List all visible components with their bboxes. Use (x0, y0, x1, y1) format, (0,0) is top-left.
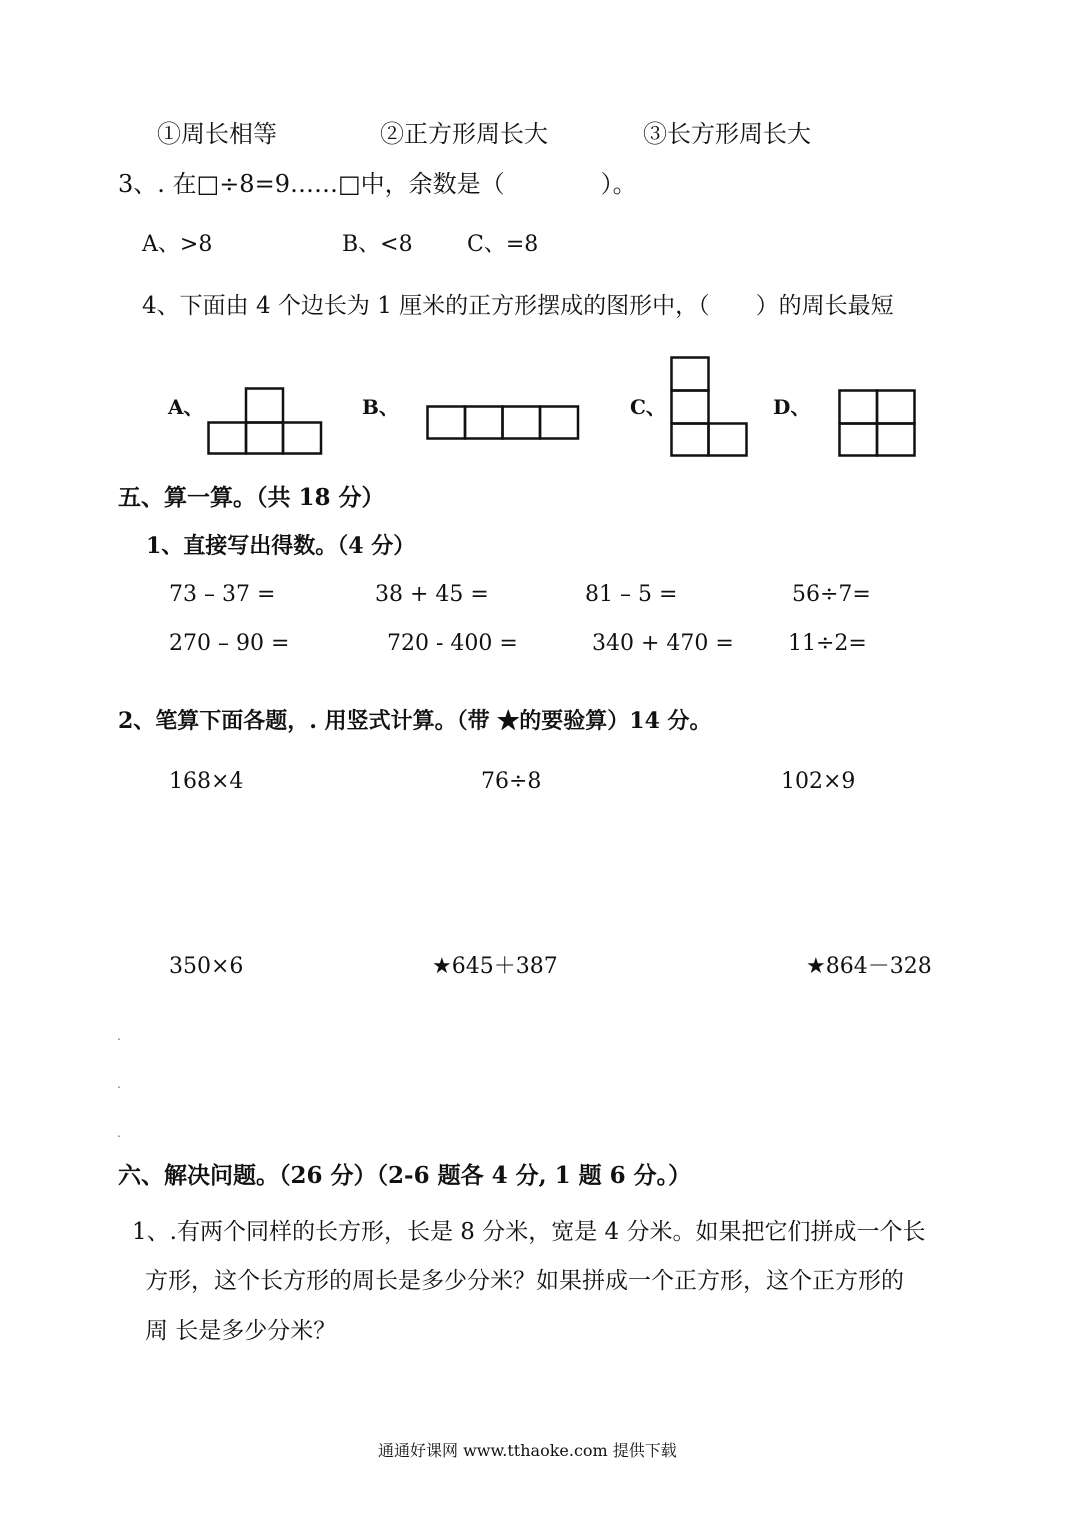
q4-label-b: B、 (362, 395, 399, 419)
section5-part1-title: 1、直接写出得数。（4 分） (146, 533, 416, 559)
q4-figure-a (207, 387, 323, 455)
q4-text: 4、下面由 4 个边长为 1 厘米的正方形摆成的图形中，（ ）的周长最短 (142, 293, 894, 319)
mental-calc-2-3: 340 + 470 = (592, 631, 734, 656)
written-calc-2-3: ★864－328 (806, 954, 932, 979)
q2-option-2: ②正方形周长大 (380, 120, 548, 148)
q3-option-c: C、=8 (467, 232, 539, 257)
section6-q1-line3: 周 长是多少分米？ (145, 1318, 337, 1344)
section5-part2-title: 2、笔算下面各题，. 用竖式计算。（带 ★的要验算）14 分。 (118, 708, 712, 734)
written-calc-1-3: 102×9 (781, 769, 856, 794)
written-calc-1-1: 168×4 (169, 769, 244, 794)
q4-figure-c (670, 356, 750, 458)
mental-calc-2-1: 270 – 90 = (169, 631, 290, 656)
mental-calc-1-4: 56÷7= (792, 582, 871, 607)
written-calc-1-2: 76÷8 (481, 769, 542, 794)
written-calc-2-1: 350×6 (169, 954, 244, 979)
mental-calc-2-4: 11÷2= (788, 631, 867, 656)
q4-label-c: C、 (630, 395, 666, 419)
section6-q1-line2: 方形，这个长方形的周长是多少分米？如果拼成一个正方形，这个正方形的 (145, 1268, 904, 1294)
written-calc-2-2: ★645＋387 (432, 954, 558, 979)
q4-label-a: A、 (168, 395, 204, 419)
q3-option-b: B、<8 (342, 232, 413, 257)
q2-option-3: ③长方形周长大 (643, 120, 811, 148)
scan-dot: . (117, 1077, 121, 1091)
section5-title: 五、算一算。（共 18 分） (118, 484, 385, 511)
mental-calc-1-1: 73 – 37 = (169, 582, 276, 607)
q2-option-1: ①周长相等 (157, 120, 277, 148)
section6-title: 六、解决问题。（26 分）（2-6 题各 4 分, 1 题 6 分。） (118, 1162, 692, 1189)
section6-q1-line1: 1、.有两个同样的长方形，长是 8 分米，宽是 4 分米。如果把它们拼成一个长 (132, 1219, 926, 1245)
q4-label-d: D、 (773, 395, 811, 419)
q4-figure-b (426, 405, 580, 441)
mental-calc-1-2: 38 + 45 = (375, 582, 489, 607)
mental-calc-2-2: 720 - 400 = (387, 631, 518, 656)
scan-dot: . (117, 1029, 121, 1043)
q3-text: 3、. 在□÷8=9……□中，余数是（ ）。 (118, 170, 637, 198)
page-footer: 通通好课网 www.tthaoke.com 提供下载 (378, 1441, 677, 1460)
q4-figure-d (838, 389, 917, 457)
scan-dot: . (117, 1126, 121, 1140)
mental-calc-1-3: 81 – 5 = (585, 582, 678, 607)
q3-option-a: A、>8 (142, 232, 213, 257)
